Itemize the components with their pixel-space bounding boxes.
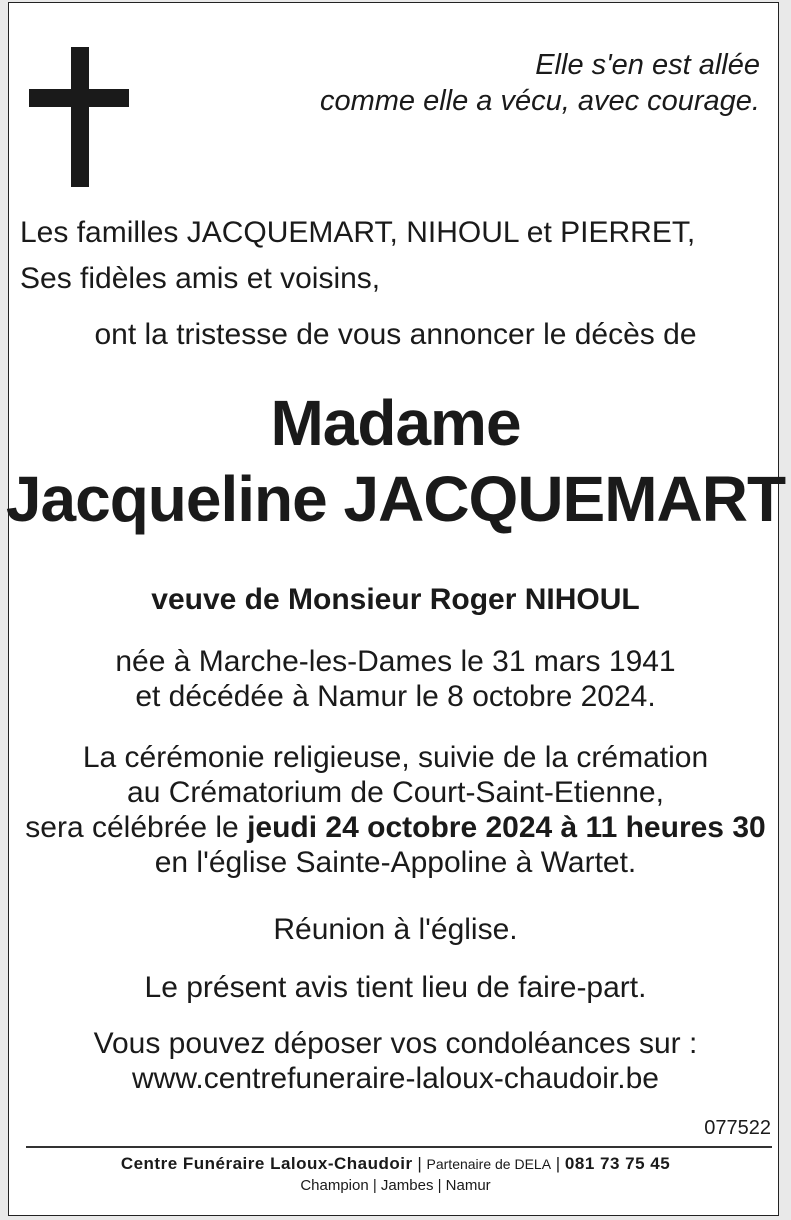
families-line-2: Ses fidèles amis et voisins,	[20, 262, 381, 295]
ceremony-datetime: jeudi 24 octobre 2024 à 11 heures 30	[247, 811, 766, 844]
footer-separator: |	[551, 1154, 565, 1173]
cross-icon	[71, 47, 89, 187]
deceased-name: Jacqueline JACQUEMART	[5, 463, 786, 535]
ceremony-line-2: au Crématorium de Court-Saint-Etienne,	[127, 776, 664, 809]
ceremony-line-3	[0, 810, 791, 845]
footer-line	[0, 1153, 791, 1175]
ceremony-prefix: sera célébrée le	[25, 811, 248, 844]
widow-of-text: veuve de Monsieur Roger NIHOUL	[151, 583, 640, 616]
families-block	[20, 210, 695, 302]
birth-text: née à Marche-les-Dames le 31 mars 1941	[115, 645, 676, 678]
reference-number: 077522	[704, 1117, 771, 1139]
ceremony-block	[0, 740, 791, 880]
notice-text: Le présent avis tient lieu de faire-part.	[144, 971, 647, 1004]
condolences-text: Vous pouvez déposer vos condoléances sur :	[93, 1027, 698, 1060]
ceremony-line-4: en l'église Sainte-Appoline à Wartet.	[154, 846, 637, 879]
ceremony-line-1: La cérémonie religieuse, suivie de la crémation	[82, 741, 709, 774]
company-name: Centre Funéraire Laloux-Chaudoir	[120, 1154, 413, 1173]
epitaph-line-1: Elle s'en est allée	[535, 49, 760, 81]
footer-divider	[26, 1146, 772, 1148]
dates-block	[0, 644, 791, 714]
footer-locations: Champion | Jambes | Namur	[300, 1177, 491, 1194]
families-line-1: Les familles JACQUEMART, NIHOUL et PIERRET,	[20, 216, 696, 249]
death-text: et décédée à Namur le 8 octobre 2024.	[135, 680, 656, 713]
footer-separator: |	[412, 1154, 427, 1173]
phone-number: 081 73 75 45	[564, 1154, 671, 1173]
reunion-text: Réunion à l'église.	[273, 913, 518, 946]
condolences-block	[0, 1026, 791, 1096]
epitaph-quote	[320, 47, 760, 119]
cross-icon-bar	[29, 89, 129, 107]
announcement-text: ont la tristesse de vous annoncer le décès de	[94, 318, 697, 351]
epitaph-line-2: comme elle a vécu, avec courage.	[319, 85, 760, 117]
deceased-title: Madame	[270, 387, 521, 459]
partner-text: Partenaire de DELA	[426, 1156, 552, 1172]
condolences-url-link[interactable]: www.centrefuneraire-laloux-chaudoir.be	[132, 1062, 659, 1095]
